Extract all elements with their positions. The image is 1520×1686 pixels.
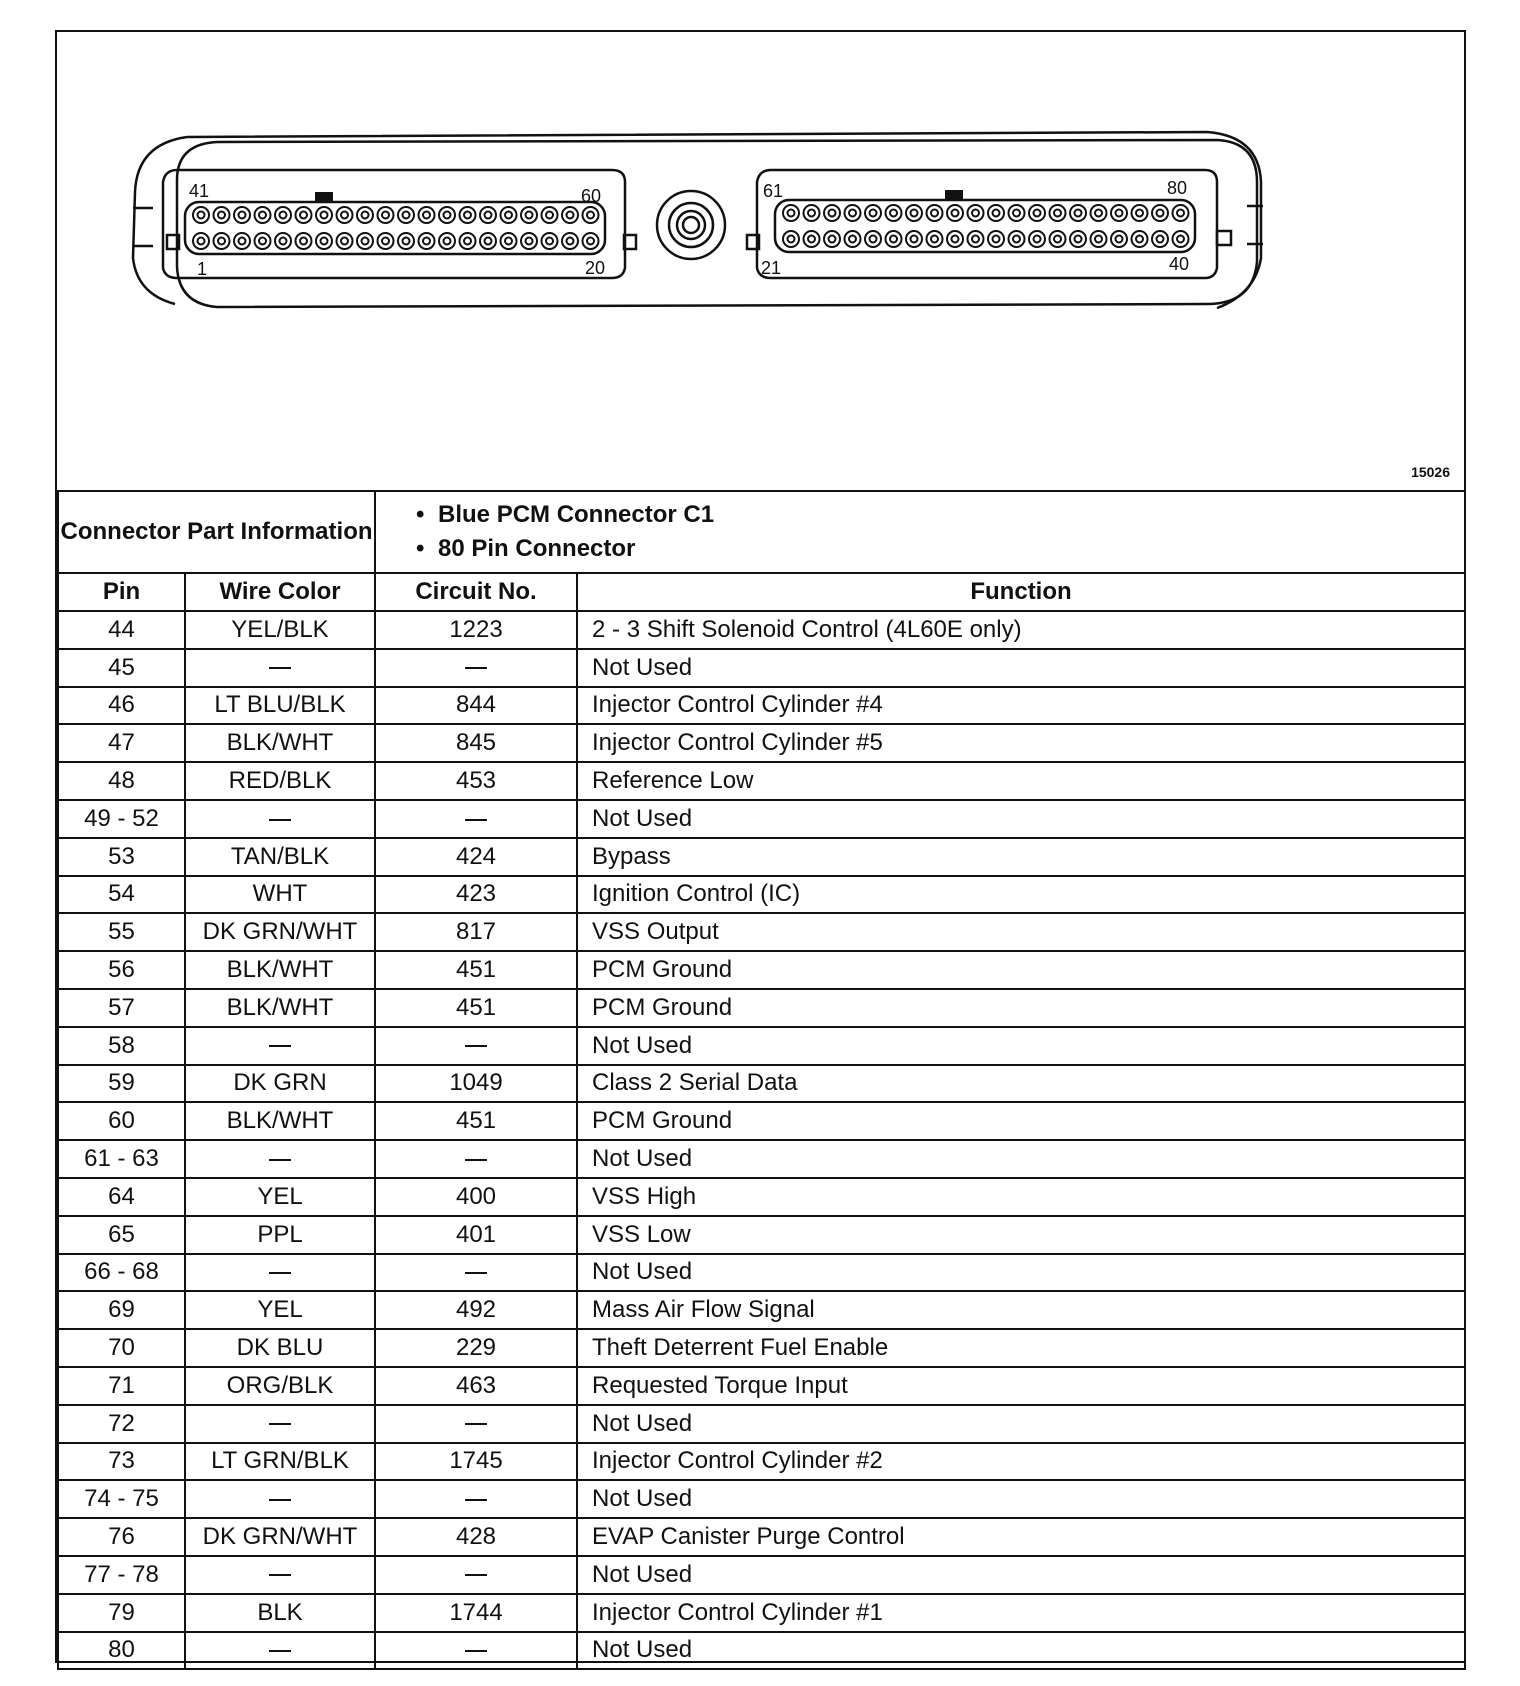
pin-cell: 48	[58, 762, 185, 800]
pin-socket	[804, 231, 820, 247]
pin-socket	[378, 207, 394, 223]
pin-socket	[296, 233, 312, 249]
wire-color-cell	[185, 1556, 375, 1594]
function-cell: Theft Deterrent Fuel Enable	[577, 1329, 1465, 1367]
part-info-bullet-1: • Blue PCM Connector C1	[416, 498, 1464, 532]
function-cell: Class 2 Serial Data	[577, 1065, 1465, 1103]
empty-dash	[269, 1574, 291, 1576]
circuit-cell: 401	[375, 1216, 577, 1254]
table-row	[58, 1027, 1465, 1065]
empty-dash	[269, 819, 291, 821]
pin-socket	[1173, 231, 1189, 247]
function-cell: VSS High	[577, 1178, 1465, 1216]
pinout-table	[57, 490, 1466, 1670]
wire-color-cell: DK GRN/WHT	[185, 1518, 375, 1556]
pin-socket	[521, 233, 537, 249]
circuit-cell: 845	[375, 724, 577, 762]
pin-socket	[542, 207, 558, 223]
pin-socket	[845, 231, 861, 247]
function-cell: Injector Control Cylinder #1	[577, 1594, 1465, 1632]
pin-socket	[583, 233, 599, 249]
function-cell: VSS Low	[577, 1216, 1465, 1254]
circuit-cell: 1745	[375, 1443, 577, 1481]
pin-cell: 55	[58, 913, 185, 951]
table-row	[58, 649, 1465, 687]
pin-socket	[439, 207, 455, 223]
table-row	[58, 1329, 1465, 1367]
function-cell: 2 - 3 Shift Solenoid Control (4L60E only)	[577, 611, 1465, 649]
pin-socket	[886, 205, 902, 221]
pin-socket	[337, 233, 353, 249]
pin-socket	[1029, 205, 1045, 221]
circuit-cell	[375, 1140, 577, 1178]
pin-socket	[824, 205, 840, 221]
circuit-cell	[375, 1632, 577, 1670]
pin-cell: 74 - 75	[58, 1480, 185, 1518]
pin-socket	[460, 207, 476, 223]
pin-socket	[1091, 231, 1107, 247]
circuit-cell: 453	[375, 762, 577, 800]
table-row	[58, 876, 1465, 914]
pin-socket	[214, 233, 230, 249]
pin-label-1: 1	[197, 259, 208, 279]
function-cell: Reference Low	[577, 762, 1465, 800]
empty-dash	[465, 1574, 487, 1576]
pin-socket	[988, 231, 1004, 247]
pin-label-20: 20	[585, 258, 606, 278]
table-row	[58, 1405, 1465, 1443]
col-header-wire-color: Wire Color	[185, 573, 375, 611]
circuit-cell	[375, 800, 577, 838]
pin-socket	[296, 207, 312, 223]
pin-socket	[1152, 205, 1168, 221]
table-row	[58, 1178, 1465, 1216]
empty-dash	[269, 1499, 291, 1501]
pin-cell: 73	[58, 1443, 185, 1481]
pin-socket	[275, 233, 291, 249]
col-header-pin: Pin	[58, 573, 185, 611]
table-row	[58, 1216, 1465, 1254]
pin-socket	[1050, 205, 1066, 221]
circuit-cell: 451	[375, 989, 577, 1027]
wire-color-cell: RED/BLK	[185, 762, 375, 800]
pin-socket	[583, 207, 599, 223]
function-cell: Not Used	[577, 800, 1465, 838]
pin-socket	[521, 207, 537, 223]
pin-socket	[193, 207, 209, 223]
table-row	[58, 1254, 1465, 1292]
table-row	[58, 1443, 1465, 1481]
wire-color-cell: DK BLU	[185, 1329, 375, 1367]
pin-cell: 77 - 78	[58, 1556, 185, 1594]
empty-dash	[269, 667, 291, 669]
function-cell: PCM Ground	[577, 1102, 1465, 1140]
table-row	[58, 800, 1465, 838]
pin-cell: 59	[58, 1065, 185, 1103]
function-cell: Not Used	[577, 1480, 1465, 1518]
pin-socket	[1050, 231, 1066, 247]
pin-socket	[419, 207, 435, 223]
pin-socket	[1173, 205, 1189, 221]
function-cell: PCM Ground	[577, 989, 1465, 1027]
empty-dash	[465, 1499, 487, 1501]
wire-color-cell	[185, 1140, 375, 1178]
pin-socket	[1091, 205, 1107, 221]
function-cell: Bypass	[577, 838, 1465, 876]
pin-socket	[562, 233, 578, 249]
pin-socket	[906, 205, 922, 221]
pin-label-41: 41	[189, 181, 210, 201]
pin-socket	[337, 207, 353, 223]
table-row	[58, 1556, 1465, 1594]
empty-dash	[269, 1159, 291, 1161]
table-row	[58, 838, 1465, 876]
pin-cell: 44	[58, 611, 185, 649]
function-cell: Injector Control Cylinder #4	[577, 687, 1465, 725]
wire-color-cell: ORG/BLK	[185, 1367, 375, 1405]
wire-color-cell: LT GRN/BLK	[185, 1443, 375, 1481]
empty-dash	[465, 667, 487, 669]
wire-color-cell: YEL	[185, 1178, 375, 1216]
wire-color-cell: YEL	[185, 1291, 375, 1329]
pin-cell: 71	[58, 1367, 185, 1405]
col-header-function: Function	[577, 573, 1465, 611]
pin-cell: 72	[58, 1405, 185, 1443]
pin-socket	[439, 233, 455, 249]
empty-dash	[465, 1159, 487, 1161]
pin-socket	[968, 205, 984, 221]
function-cell: Mass Air Flow Signal	[577, 1291, 1465, 1329]
pin-socket	[398, 233, 414, 249]
table-row	[58, 1367, 1465, 1405]
pin-socket	[968, 231, 984, 247]
function-cell: Not Used	[577, 1140, 1465, 1178]
pin-socket	[275, 207, 291, 223]
table-row	[58, 1518, 1465, 1556]
pin-cell: 65	[58, 1216, 185, 1254]
pin-socket	[316, 207, 332, 223]
pin-socket	[804, 205, 820, 221]
pin-socket	[1132, 205, 1148, 221]
circuit-cell: 817	[375, 913, 577, 951]
pin-socket	[193, 233, 209, 249]
table-row	[58, 1140, 1465, 1178]
circuit-cell	[375, 1480, 577, 1518]
pin-socket	[947, 231, 963, 247]
pin-socket	[947, 205, 963, 221]
pin-cell: 66 - 68	[58, 1254, 185, 1292]
pin-socket	[1009, 205, 1025, 221]
pin-cell: 46	[58, 687, 185, 725]
function-cell: Requested Torque Input	[577, 1367, 1465, 1405]
circuit-cell: 1223	[375, 611, 577, 649]
pin-socket	[316, 233, 332, 249]
circuit-cell: 844	[375, 687, 577, 725]
pin-socket	[501, 207, 517, 223]
function-cell: Not Used	[577, 1027, 1465, 1065]
pin-cell: 64	[58, 1178, 185, 1216]
pin-cell: 60	[58, 1102, 185, 1140]
function-cell: VSS Output	[577, 913, 1465, 951]
pin-socket	[1070, 231, 1086, 247]
pin-cell: 69	[58, 1291, 185, 1329]
pin-label-60: 60	[581, 186, 602, 206]
wire-color-cell: BLK/WHT	[185, 1102, 375, 1140]
function-cell: Injector Control Cylinder #5	[577, 724, 1465, 762]
circuit-cell	[375, 649, 577, 687]
pin-socket	[824, 231, 840, 247]
function-cell: EVAP Canister Purge Control	[577, 1518, 1465, 1556]
pin-socket	[1070, 205, 1086, 221]
table-row	[58, 611, 1465, 649]
function-cell: Not Used	[577, 1556, 1465, 1594]
connector-drawing	[57, 32, 1464, 490]
function-cell: Not Used	[577, 649, 1465, 687]
empty-dash	[465, 1423, 487, 1425]
pin-label-21: 21	[761, 258, 782, 278]
function-cell: Ignition Control (IC)	[577, 876, 1465, 914]
wire-color-cell: PPL	[185, 1216, 375, 1254]
part-info-row	[58, 491, 1465, 573]
empty-dash	[269, 1650, 291, 1652]
pin-cell: 53	[58, 838, 185, 876]
table-row	[58, 762, 1465, 800]
pin-cell: 80	[58, 1632, 185, 1670]
pin-cell: 45	[58, 649, 185, 687]
table-row	[58, 913, 1465, 951]
pin-socket	[1029, 231, 1045, 247]
wire-color-cell	[185, 649, 375, 687]
pin-socket	[1132, 231, 1148, 247]
circuit-cell	[375, 1254, 577, 1292]
pin-socket	[357, 233, 373, 249]
pin-socket	[1111, 231, 1127, 247]
wire-color-cell: DK GRN	[185, 1065, 375, 1103]
pin-socket	[927, 205, 943, 221]
pin-socket	[783, 231, 799, 247]
pin-socket	[886, 231, 902, 247]
pin-socket	[783, 205, 799, 221]
connector-diagram	[57, 32, 1464, 490]
pin-cell: 56	[58, 951, 185, 989]
pin-cell: 57	[58, 989, 185, 1027]
pin-cell: 49 - 52	[58, 800, 185, 838]
part-info-bullets	[375, 491, 1465, 573]
table-row	[58, 687, 1465, 725]
circuit-cell: 424	[375, 838, 577, 876]
pin-socket	[378, 233, 394, 249]
pin-socket	[1009, 231, 1025, 247]
part-info-label: Connector Part Information	[58, 491, 375, 573]
pin-socket	[234, 233, 250, 249]
wire-color-cell: LT BLU/BLK	[185, 687, 375, 725]
circuit-cell: 1049	[375, 1065, 577, 1103]
pin-socket	[234, 207, 250, 223]
table-row	[58, 951, 1465, 989]
pin-cell: 79	[58, 1594, 185, 1632]
pin-cell: 70	[58, 1329, 185, 1367]
figure-number: 15026	[1411, 464, 1450, 480]
table-row	[58, 1632, 1465, 1670]
wire-color-cell: BLK	[185, 1594, 375, 1632]
circuit-cell: 451	[375, 1102, 577, 1140]
pin-socket	[480, 207, 496, 223]
wire-color-cell	[185, 800, 375, 838]
function-cell: Not Used	[577, 1254, 1465, 1292]
circuit-cell: 423	[375, 876, 577, 914]
part-info-bullet-2: • 80 Pin Connector	[416, 532, 1464, 566]
circuit-cell: 400	[375, 1178, 577, 1216]
circuit-cell: 463	[375, 1367, 577, 1405]
pin-socket	[562, 207, 578, 223]
empty-dash	[465, 819, 487, 821]
pin-label-61: 61	[763, 181, 784, 201]
empty-dash	[269, 1045, 291, 1047]
pin-socket	[865, 205, 881, 221]
wire-color-cell: DK GRN/WHT	[185, 913, 375, 951]
pin-socket	[419, 233, 435, 249]
pin-socket	[501, 233, 517, 249]
wire-color-cell	[185, 1027, 375, 1065]
wire-color-cell	[185, 1480, 375, 1518]
pin-socket	[927, 231, 943, 247]
pin-socket	[460, 233, 476, 249]
pin-socket	[214, 207, 230, 223]
pin-socket	[845, 205, 861, 221]
wire-color-cell: TAN/BLK	[185, 838, 375, 876]
pin-socket	[906, 231, 922, 247]
table-row	[58, 989, 1465, 1027]
pin-socket	[255, 233, 271, 249]
wire-color-cell: BLK/WHT	[185, 989, 375, 1027]
circuit-cell	[375, 1027, 577, 1065]
pin-socket	[542, 233, 558, 249]
wire-color-cell: WHT	[185, 876, 375, 914]
empty-dash	[465, 1650, 487, 1652]
circuit-cell: 1744	[375, 1594, 577, 1632]
document-frame	[55, 30, 1466, 1663]
col-header-circuit: Circuit No.	[375, 573, 577, 611]
circuit-cell: 428	[375, 1518, 577, 1556]
function-cell: Not Used	[577, 1632, 1465, 1670]
column-header-row	[58, 573, 1465, 611]
pin-cell: 76	[58, 1518, 185, 1556]
circuit-cell: 229	[375, 1329, 577, 1367]
wire-color-cell	[185, 1405, 375, 1443]
pin-socket	[480, 233, 496, 249]
empty-dash	[465, 1272, 487, 1274]
table-row	[58, 1291, 1465, 1329]
empty-dash	[465, 1045, 487, 1047]
table-row	[58, 1594, 1465, 1632]
function-cell: PCM Ground	[577, 951, 1465, 989]
function-cell: Injector Control Cylinder #2	[577, 1443, 1465, 1481]
pin-socket	[988, 205, 1004, 221]
table-row	[58, 1065, 1465, 1103]
pin-cell: 58	[58, 1027, 185, 1065]
pin-socket	[865, 231, 881, 247]
circuit-cell: 492	[375, 1291, 577, 1329]
circuit-cell	[375, 1405, 577, 1443]
empty-dash	[269, 1272, 291, 1274]
pin-label-80: 80	[1167, 178, 1188, 198]
pin-socket	[1152, 231, 1168, 247]
pin-label-40: 40	[1169, 254, 1190, 274]
wire-color-cell: BLK/WHT	[185, 724, 375, 762]
empty-dash	[269, 1423, 291, 1425]
wire-color-cell: BLK/WHT	[185, 951, 375, 989]
circuit-cell	[375, 1556, 577, 1594]
wire-color-cell	[185, 1632, 375, 1670]
pin-cell: 61 - 63	[58, 1140, 185, 1178]
pin-socket	[255, 207, 271, 223]
wire-color-cell: YEL/BLK	[185, 611, 375, 649]
function-cell: Not Used	[577, 1405, 1465, 1443]
pin-socket	[398, 207, 414, 223]
pin-socket	[357, 207, 373, 223]
table-row	[58, 1102, 1465, 1140]
pin-socket	[1111, 205, 1127, 221]
table-row	[58, 1480, 1465, 1518]
table-row	[58, 724, 1465, 762]
circuit-cell: 451	[375, 951, 577, 989]
pin-cell: 47	[58, 724, 185, 762]
wire-color-cell	[185, 1254, 375, 1292]
pin-cell: 54	[58, 876, 185, 914]
